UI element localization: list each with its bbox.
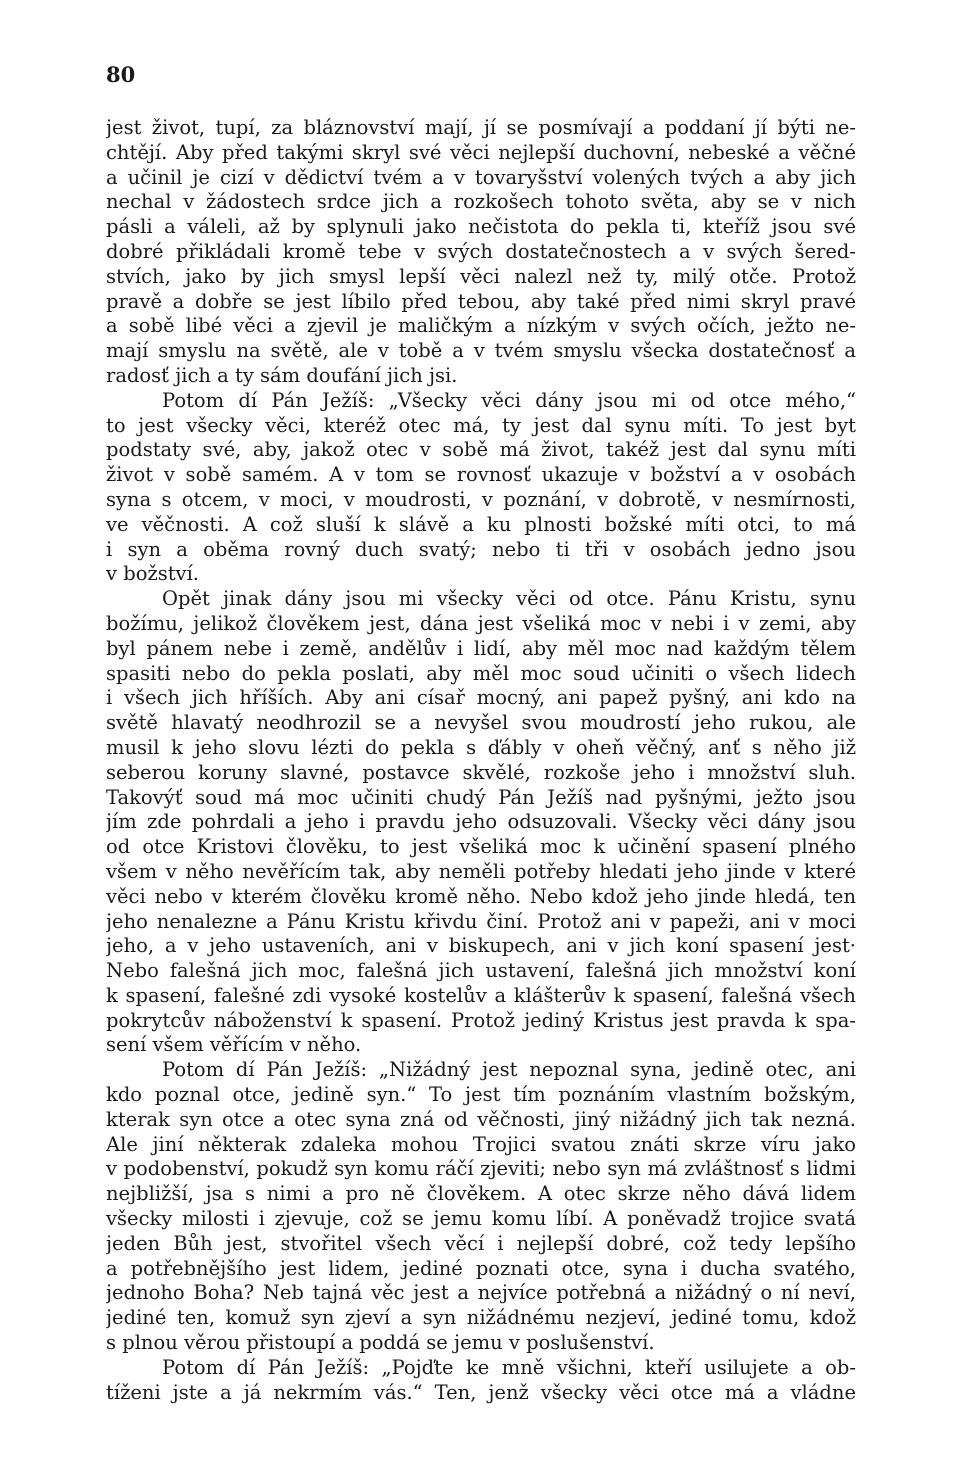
text-line: od otce Kristovi člověku, to jest všeliká moc k učinění spasení plného — [106, 835, 856, 859]
text-line: Ale jiní některak zdaleka mohou Trojici svatou znáti skrze víru jako — [106, 1132, 856, 1156]
text-line: kdo poznal otce, jedině syn.“ To jest tím poznáním vlastním božským, — [106, 1083, 856, 1107]
text-line: jednoho Boha? Neb tajná věc jest a nejvíce potřebná a nižádný o ní neví, — [106, 1281, 856, 1305]
text-line: jeho, a v jeho ustaveních, ani v biskupech, ani v jich koní spasení jest· — [106, 934, 856, 958]
text-line: stvích, jako by jich smysl lepší věci nalezl než ty, milý otče. Protož — [106, 264, 856, 288]
text-line: věci nebo v kterém člověku kromě něho. Nebo kdož jeho jinde hledá, ten — [106, 884, 856, 908]
text-line: nejbližší, jsa s nimi a pro ně člověkem. A otec skrze něho dává lidem — [106, 1182, 856, 1206]
text-line: život v sobě samém. A v tom se rovnosť ukazuje v božství a v osobách — [106, 463, 856, 487]
paragraph — [106, 116, 856, 389]
page-number: 80 — [106, 62, 136, 87]
text-line: Takovýť soud má moc učiniti chudý Pán Ježíš nad pyšnými, ježto jsou — [106, 785, 856, 809]
text-line: jest život, tupí, za bláznovství mají, jí se posmívají a poddaní jí býti ne- — [106, 116, 856, 139]
text-line: musil k jeho slovu lézti do pekla s ďábly v oheň věčný, anť s něho již — [106, 735, 856, 759]
paragraph — [106, 587, 856, 1058]
text-line: a sobě libé věci a zjevil je maličkým a nízkým v svých očích, ježto ne- — [106, 314, 856, 338]
body-text — [106, 116, 856, 1405]
text-line: syna s otcem, v moci, v moudrosti, v poznání, v dobrotě, v nesmírnosti, — [106, 487, 856, 511]
text-line: jediné ten, komuž syn zjeví a syn nižádnému nezjeví, jediné tomu, kdož — [106, 1306, 856, 1330]
text-line: i všech jich hříších. Aby ani císař mocný, ani papež pyšný, ani kdo na — [106, 686, 856, 710]
text-line: nechal v žádostech srdce jich a rozkošech tohoto světa, aby se v nich — [106, 190, 856, 214]
text-line: dobré přikládali kromě tebe v svých dostatečnostech a v svých šered- — [106, 239, 856, 263]
text-line: jeho nenalezne a Pánu Kristu křivdu činí. Protož ani v papeži, ani v moci — [106, 909, 856, 933]
text-line: podstaty své, aby, jakož otec v sobě má život, takéž jest dal synu míti — [106, 438, 856, 462]
text-line: s plnou věrou přistoupí a poddá se jemu v poslušenství. — [106, 1331, 655, 1355]
text-line: Potom dí Pán Ježíš: „Nižádný jest nepoznal syna, jedině otec, ani — [162, 1058, 856, 1082]
text-line: kterak syn otce a otec syna zná od věčnosti, jiný nižádný jich tak nezná. — [106, 1107, 856, 1131]
text-line: tíženi jste a já nekrmím vás.“ Ten, jenž všecky věci otce má a vládne — [106, 1380, 856, 1404]
text-line: Potom dí Pán Ježíš: „Všecky věci dány jsou mi od otce mého,“ — [162, 388, 856, 412]
text-line: Opět jinak dány jsou mi všecky věci od otce. Pánu Kristu, synu — [162, 587, 856, 611]
text-line: spasiti nebo do pekla poslati, aby měl moc soud učiniti o všech lidech — [106, 661, 856, 685]
text-line: a učinil je cizí v dědictví tvém a v tovaryšství volených tvých a aby jich — [106, 165, 856, 189]
text-line: všecky milosti i zjevuje, což se jemu komu líbí. A poněvadž trojice svatá — [106, 1207, 856, 1231]
text-line: ve věčnosti. A což sluší k slávě a ku plnosti božské míti otci, to má — [106, 512, 856, 536]
text-line: v božství. — [106, 562, 200, 586]
paragraph — [106, 1058, 856, 1356]
text-line: i syn a oběma rovný duch svatý; nebo ti tři v osobách jedno jsou — [106, 537, 856, 561]
text-line: božímu, jelikož člověkem jest, dána jest všeliká moc v nebi i v zemi, aby — [106, 611, 856, 635]
text-line: světě hlavatý neodhrozil se a nevyšel svou moudrostí jeho rukou, ale — [106, 711, 856, 735]
text-line: jeden Bůh jest, stvořitel všech věcí i nejlepší dobré, což tedy lepšího — [106, 1231, 856, 1255]
text-line: Nebo falešná jich moc, falešná jich ustavení, falešná jich množství koní — [106, 959, 856, 983]
text-line: Potom dí Pán Ježíš: „Pojďte ke mně všichni, kteří usilujete a ob- — [162, 1355, 856, 1379]
text-line: jím zde pohrdali a jeho i pravdu jeho odsuzovali. Všecky věci dány jsou — [106, 810, 856, 834]
text-line: mají smyslu na světě, ale v tobě a v tvém smyslu všecka dostatečnosť a — [106, 339, 856, 363]
text-line: chtějí. Aby před takými skryl své věci nejlepší duchovní, nebeské a věčné — [106, 140, 856, 164]
text-line: k spasení, falešné zdi vysoké kostelův a klášterův k spasení, falešná všech — [106, 983, 856, 1007]
paragraph — [106, 389, 856, 587]
text-line: seberou koruny slavné, postavce skvělé, rozkoše jeho i množství sluh. — [106, 760, 856, 784]
text-line: byl pánem nebe i země, andělův i lidí, aby měl moc nad každým tělem — [106, 636, 856, 660]
text-line: pásli a váleli, až by splynuli jako nečistota do pekla ti, kteříž jsou své — [106, 215, 856, 239]
text-line: to jest všecky věci, kteréž otec má, ty jest dal synu míti. To jest byt — [106, 413, 856, 437]
text-line: v podobenství, pokudž syn komu ráčí zjeviti; nebo syn má zvláštnosť s lidmi — [106, 1157, 856, 1181]
paragraph — [106, 1356, 856, 1406]
text-line: pokrytcův náboženství k spasení. Protož jediný Kristus jest pravda k spa- — [106, 1008, 856, 1032]
text-line: pravě a dobře se jest líbilo před tebou, aby také před nimi skryl pravé — [106, 289, 856, 313]
text-line: radosť jich a ty sám doufání jich jsi. — [106, 363, 458, 387]
text-line: a potřebnějšího jest lidem, jediné poznati otce, syna i ducha svatého, — [106, 1256, 856, 1280]
text-line: sení všem věřícím v něho. — [106, 1033, 362, 1057]
text-line: všem v něho nevěřícím tak, aby neměli potřeby hledati jeho jinde v které — [106, 859, 856, 883]
